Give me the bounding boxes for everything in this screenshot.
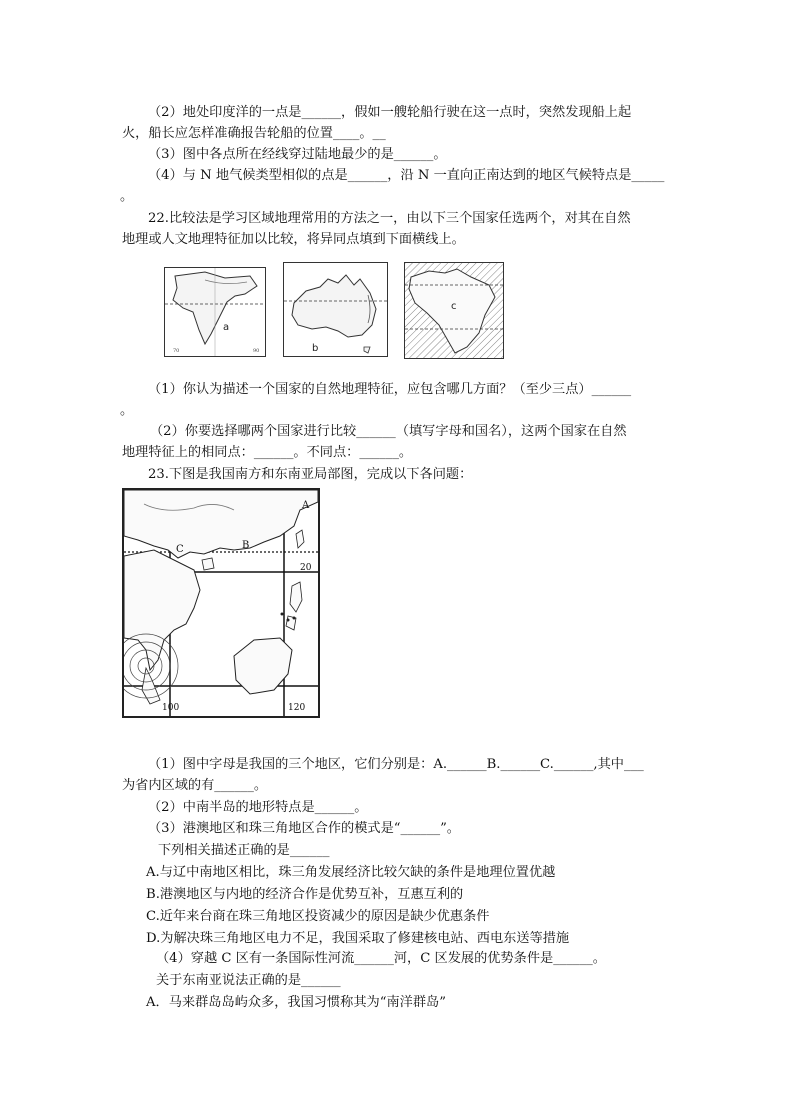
q23-q3: （3）港澳地区和珠三角地区合作的模式是“______”。 [148,821,460,836]
q23-q1-line2: 为省内区域的有______。 [122,778,268,793]
q21-p2-line1: （2）地处印度洋的一点是______，假如一艘轮船行驶在这一点时，突然发现船上起 [148,105,632,120]
map-letter-b: B [242,540,250,551]
q22-intro-line2: 地理或人文地理特征加以比较，将异同点填到下面横线上。 [122,232,465,247]
south-china-sea-map [122,488,320,718]
q23-q3-sub: 下列相关描述正确的是______ [158,843,330,858]
q21-p4-line2: 。 [120,189,134,204]
q21-p4-line1: （4）与 N 地气候类型相似的点是______，沿 N 一直向正南达到的地区气候特点是_____ [148,168,665,183]
q23-q2: （2）中南半岛的地形特点是______。 [148,800,368,815]
q22-intro-line1: 22.比较法是学习区域地理常用的方法之一，由以下三个国家任选两个，对其在自然 [148,211,631,226]
q22-q2-line2: 地理特征上的相同点：______。不同点：______。 [122,445,413,460]
lon-label-120: 120 [288,703,306,713]
q23-option-c: C.近年来台商在珠三角地区投资减少的原因是缺少优惠条件 [146,909,490,924]
q22-q1-line1: （1）你认为描述一个国家的自然地理特征，应包含哪几方面？（至少三点）______ [148,382,632,397]
q23-q4: （4）穿越 C 区有一条国际性河流______河，C 区发展的优势条件是______。 [156,951,606,966]
q23-option-d: D.为解决珠三角地区电力不足，我国采取了修建核电站、西电东送等措施 [146,931,570,946]
q21-p2-line2: 火，船长应怎样准确报告轮船的位置____。__ [122,126,386,141]
q22-q1-line2: 。 [120,403,134,418]
australia-map [283,262,388,357]
india-map [164,267,266,357]
q23-option-a: A.与辽中南地区相比，珠三角发展经济比较欠缺的条件是地理位置优越 [146,865,556,880]
map-letter-c: C [176,544,184,555]
map-label-b: b [312,343,319,354]
lat-label-20: 20 [300,563,312,573]
q23-option-b: B.港澳地区与内地的经济合作是优势互补，互惠互利的 [146,887,464,902]
map-letter-a: A [302,500,310,511]
map-label-c: c [451,301,457,312]
svg-text:70: 70 [173,348,180,354]
lon-label-100: 100 [162,703,180,713]
svg-text:90: 90 [253,348,260,354]
q21-p3: （3）图中各点所在经线穿过陆地最少的是______。 [148,147,447,162]
map-label-a: a [223,322,230,333]
q23-q5-option-a: A．马来群岛岛屿众多，我国习惯称其为“南洋群岛” [146,995,446,1010]
q23-intro: 23.下图是我国南方和东南亚局部图，完成以下各问题： [148,467,473,482]
q22-q2-line1: （2）你要选择哪两个国家进行比较______（填写字母和国名），这两个国家在自然 [150,424,627,439]
q23-q1-line1: （1）图中字母是我国的三个地区，它们分别是：A.______B.______C.______,其中___ [148,757,644,772]
brazil-map [404,262,504,359]
q23-q5-intro: 关于东南亚说法正确的是______ [156,973,341,988]
